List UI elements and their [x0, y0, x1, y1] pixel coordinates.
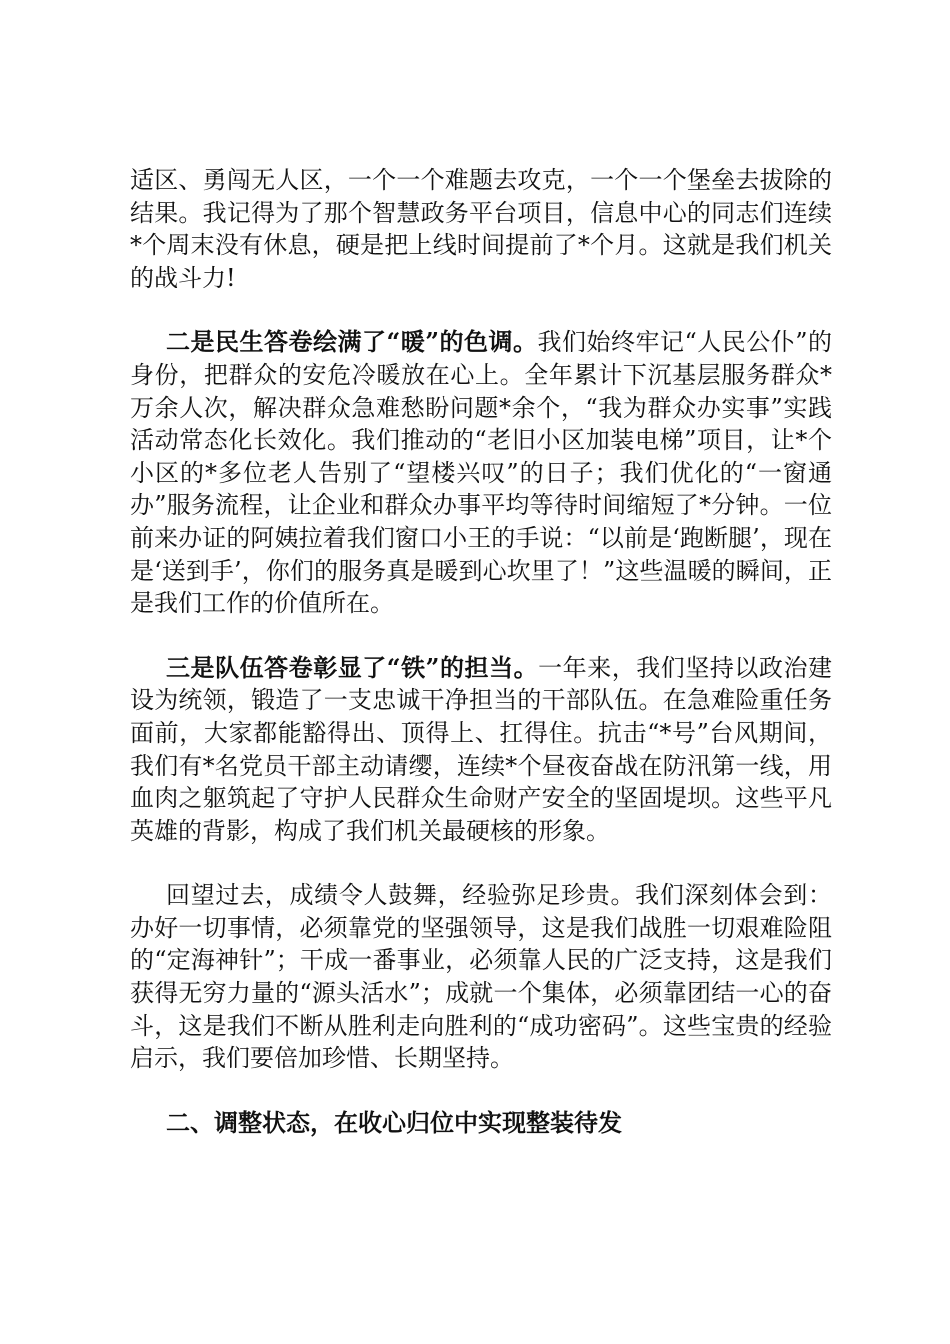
paragraph-text: 回望过去，成绩令人鼓舞，经验弥足珍贵。我们深刻体会到：办好一切事情，必须靠党的坚强领导，这是我们战胜一切艰难险阻的“定海神针”；干成一番事业，必须靠人民的广泛支持，这是我们获得无穷力量的“源头活水”；成就一个集体，必须靠团结一心的奋斗，这是我们不断从胜利走向胜利的“成功密码”。这些宝贵的经验启示，我们要倍加珍惜、长期坚持。	[130, 881, 832, 1073]
section-heading: 二、调整状态，在收心归位中实现整装待发	[166, 1107, 622, 1137]
paragraph-review	[130, 879, 832, 1075]
paragraph-team	[130, 652, 832, 848]
paragraph-text: 适区、勇闯无人区，一个一个难题去攻克，一个一个堡垒去拔除的结果。我记得为了那个智慧政务平台项目，信息中心的同志们连续*个周末没有休息，硬是把上线时间提前了*个月。这就是我们机关的战斗力!	[130, 166, 832, 292]
paragraph-continuation	[130, 164, 832, 294]
paragraph-livelihood	[130, 326, 832, 619]
paragraph-lead: 二是民生答卷绘满了“暖”的色调。	[166, 327, 538, 357]
paragraph-text: 一年来，我们坚持以政治建设为统领，锻造了一支忠诚干净担当的干部队伍。在急难险重任务面前，大家都能豁得出、顶得上、扛得住。抗击“*号”台风期间，我们有*名党员干部主动请缨，连续*个昼夜奋战在防汛第一线，用血肉之躯筑起了守护人民群众生命财产安全的坚固堤坝。这些平凡英雄的背影，构成了我们机关最硬核的形象。	[130, 653, 833, 845]
paragraph-lead: 三是队伍答卷彰显了“铁”的担当。	[166, 652, 539, 682]
document-page	[130, 164, 832, 1139]
paragraph-text: 我们始终牢记“人民公仆”的身份，把群众的安危冷暖放在心上。全年累计下沉基层服务群众*万余人次，解决群众急难愁盼问题*余个，“我为群众办实事”实践活动常态化长效化。我们推动的“老旧小区加装电梯”项目，让*个小区的*多位老人告别了“望楼兴叹”的日子；我们优化的“一窗通办”服务流程，让企业和群众办事平均等待时间缩短了*分钟。一位前来办证的阿姨拉着我们窗口小王的手说：“以前是‘跑断腿’，现在是‘送到手’，你们的服务真是暖到心坎里了！”这些温暖的瞬间，正是我们工作的价值所在。	[130, 328, 833, 618]
